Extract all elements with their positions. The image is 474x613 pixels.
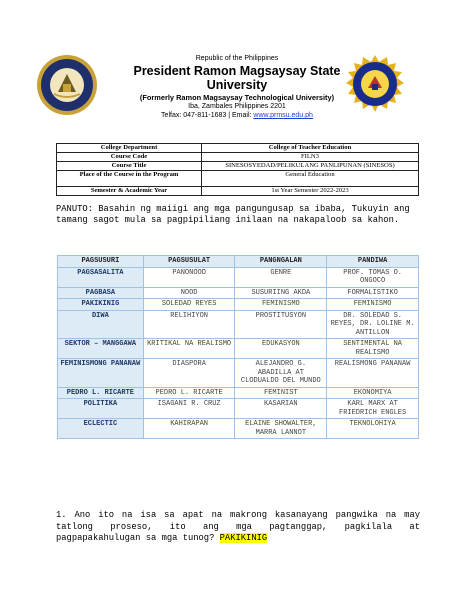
- republic-line: Republic of the Philippines: [195, 55, 279, 62]
- table-cell: EKONOMIYA: [327, 387, 419, 399]
- table-cell: RELIHIYON: [143, 310, 235, 339]
- table-cell: FORMALISTIKO: [327, 287, 419, 299]
- choices-table: [57, 255, 419, 439]
- table-cell: DR. SOLEDAD S. REYES, DR. LOLINE M. ANTILLON: [327, 310, 419, 339]
- table-cell: POLITIKA: [58, 399, 144, 419]
- table-cell: GENRE: [235, 267, 327, 287]
- table-row: [58, 339, 419, 359]
- info-label: College Department: [57, 144, 202, 153]
- table-cell: REALISMONG PANANAW: [327, 359, 419, 388]
- info-label: Course Code: [57, 153, 202, 162]
- table-cell: PAGBASA: [58, 287, 144, 299]
- question-1: [56, 510, 420, 545]
- question-text: 1. Ano ito na isa sa apat na makrong kasanayang pangwika na may tatlong proseso, ito ang mga pagtanggap, pagkilala at pagpapakahulugan sa mga tunog?: [56, 510, 420, 544]
- table-cell: PAKIKINIG: [58, 299, 144, 311]
- table-row: [58, 310, 419, 339]
- column-header: PAGSUSULAT: [143, 256, 235, 268]
- table-cell: EDUKASYON: [235, 339, 327, 359]
- table-cell: PROF. TOMAS O. ONGOCO: [327, 267, 419, 287]
- column-header: PAGSUSURI: [58, 256, 144, 268]
- table-cell: ISAGANI R. CRUZ: [143, 399, 235, 419]
- info-label: Course Title: [57, 162, 202, 171]
- table-cell: NOOD: [143, 287, 235, 299]
- university-seal-logo: [36, 54, 98, 116]
- info-value: General Education: [202, 171, 419, 187]
- choices-header-row: [58, 256, 419, 268]
- table-cell: KAHIRAPAN: [143, 419, 235, 439]
- column-header: PANGNGALAN: [235, 256, 327, 268]
- formerly-line: (Formerly Ramon Magsaysay Technological University): [139, 93, 335, 102]
- table-cell: DIWA: [58, 310, 144, 339]
- contact-prefix: Telfax: 047-811-1683 | Email:: [161, 112, 254, 119]
- university-name-line2: University: [206, 78, 268, 92]
- info-label: Semester & Academic Year: [57, 187, 202, 196]
- table-cell: PROSTITUSYON: [235, 310, 327, 339]
- info-row: [57, 187, 419, 196]
- contact-line: [96, 111, 378, 120]
- website-link[interactable]: www.prmsu.edu.ph: [253, 112, 313, 119]
- table-row: [58, 359, 419, 388]
- table-cell: KARL MARX AT FRIEDRICH ENGLES: [327, 399, 419, 419]
- table-cell: KRITIKAL NA REALISMO: [143, 339, 235, 359]
- info-row: [57, 144, 419, 153]
- table-cell: SEKTOR – MANGGAWA: [58, 339, 144, 359]
- document-header: [96, 54, 378, 120]
- table-cell: SENTIMENTAL NA REALISMO: [327, 339, 419, 359]
- table-cell: ELAINE SHOWALTER, MARRA LANNOT: [235, 419, 327, 439]
- info-value: College of Teacher Education: [202, 144, 419, 153]
- table-cell: FEMINISMONG PANANAW: [58, 359, 144, 388]
- table-cell: PEDRO L. RICARTE: [58, 387, 144, 399]
- table-cell: SOLEDAD REYES: [143, 299, 235, 311]
- table-cell: TEKNOLOHIYA: [327, 419, 419, 439]
- info-label: Place of the Course in the Program: [57, 171, 202, 187]
- table-cell: PANONOOD: [143, 267, 235, 287]
- table-row: [58, 267, 419, 287]
- table-cell: DIASPORA: [143, 359, 235, 388]
- table-row: [58, 299, 419, 311]
- table-cell: PEDRO L. RICARTE: [143, 387, 235, 399]
- info-value: SINESOSYEDAD/PELIKULANG PANLIPUNAN (SINESOS): [202, 162, 419, 171]
- table-row: [58, 419, 419, 439]
- table-cell: FEMINIST: [235, 387, 327, 399]
- table-row: [58, 387, 419, 399]
- info-row: [57, 162, 419, 171]
- info-row: [57, 153, 419, 162]
- info-value: FILN3: [202, 153, 419, 162]
- table-cell: ALEJANDRO G. ABADILLA AT CLODUALDO DEL MUNDO: [235, 359, 327, 388]
- instructions-paragraph: PANUTO: Basahin ng maiigi ang mga pangungusap sa ibaba, Tukuyin ang tamang sagot mula sa pagpipiliang inilaan na nakapaloob sa kahon.: [56, 204, 410, 225]
- table-cell: PAGSASALITA: [58, 267, 144, 287]
- course-info-table: [56, 143, 419, 196]
- table-row: [58, 287, 419, 299]
- highlighted-answer: PAKIKINIG: [219, 533, 268, 544]
- table-cell: FEMINISMO: [327, 299, 419, 311]
- table-row: [58, 399, 419, 419]
- table-cell: SUSURIING AKDA: [235, 287, 327, 299]
- table-cell: KASARIAN: [235, 399, 327, 419]
- table-cell: FEMINISMO: [235, 299, 327, 311]
- info-value: 1st Year Semester 2022-2023: [202, 187, 419, 196]
- college-seal-logo: [344, 54, 406, 116]
- info-row: [57, 171, 419, 187]
- address-line: Iba, Zambales Philippines 2201: [188, 103, 286, 110]
- university-name-line1: President Ramon Magsaysay State: [133, 64, 341, 78]
- table-cell: ECLECTIC: [58, 419, 144, 439]
- column-header: PANDIWA: [327, 256, 419, 268]
